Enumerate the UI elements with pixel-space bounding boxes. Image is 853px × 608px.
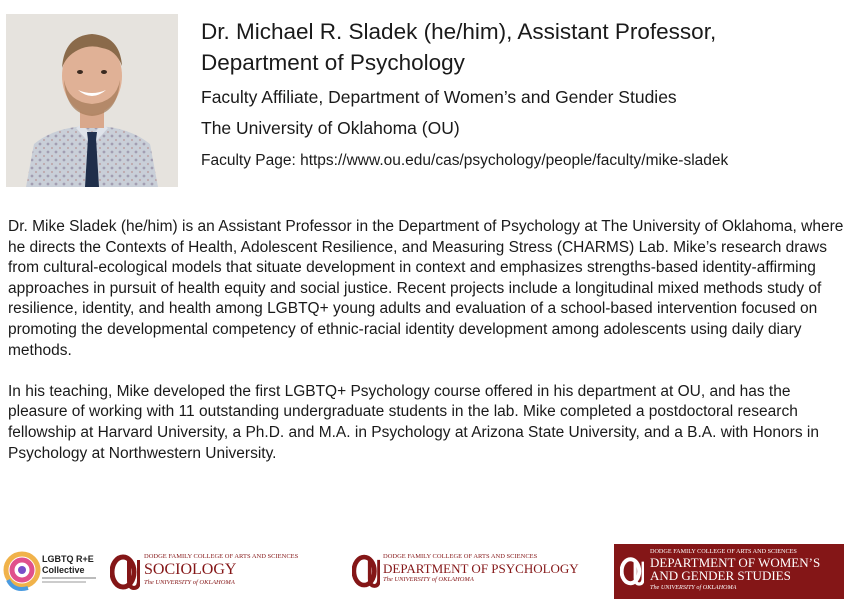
- profile-photo: [6, 14, 178, 187]
- wgs-college: DODGE FAMILY COLLEGE OF ARTS AND SCIENCES: [650, 548, 797, 555]
- psychology-college: DODGE FAMILY COLLEGE OF ARTS AND SCIENCES: [383, 553, 538, 560]
- ou-interlocking-icon: [620, 554, 644, 590]
- psychology-logo: [350, 540, 595, 602]
- faculty-affiliate: Faculty Affiliate, Department of Women’s and Gender Studies: [201, 87, 677, 107]
- wgs-dept-line1: DEPARTMENT OF WOMEN’S: [650, 555, 821, 570]
- psychology-univ: The UNIVERSITY of OKLAHOMA: [383, 576, 474, 583]
- faculty-page-link[interactable]: Faculty Page: https://www.ou.edu/cas/psychology/people/faculty/mike-sladek: [201, 152, 729, 169]
- biography: [8, 217, 848, 485]
- portrait-illustration: [6, 14, 178, 187]
- wgs-logo: [614, 544, 844, 599]
- lgbtq-collective-logo: [0, 540, 100, 602]
- bio-paragraph-1: Dr. Mike Sladek (he/him) is an Assistant Professor in the Department of Psychology at The University of Oklahoma, where he directs the Contexts of Health, Adolescent Resilience, and Measuring Stress (CHARMS) Lab. Mike’s research draws from cultural-ecological models that situate development in context and emphasizes strengths-based identity-affirming approaches in pursuit of health equity and social justice. Recent projects include a longitudinal mixed methods study of resilience, identity, and health among LGBTQ+ young adults and evaluation of a school-based intervention focused on promoting the developmental competency of ethnic-racial identity development among adolescents using daily diary methods.: [8, 218, 844, 359]
- collective-title: LGBTQ R+E: [42, 554, 94, 564]
- sociology-dept: SOCIOLOGY: [144, 561, 237, 578]
- ou-interlocking-icon: [110, 552, 140, 594]
- name-title-line1: Dr. Michael R. Sladek (he/him), Assistant Professor,: [201, 19, 717, 44]
- wgs-univ: The UNIVERSITY of OKLAHOMA: [650, 584, 737, 591]
- profile-header: [201, 16, 851, 172]
- logo-strip: [0, 540, 853, 602]
- wgs-dept-line2: AND GENDER STUDIES: [650, 568, 791, 583]
- psychology-dept: DEPARTMENT OF PSYCHOLOGY: [383, 561, 579, 576]
- collective-subtitle: Collective: [42, 565, 85, 575]
- ou-interlocking-icon: [352, 552, 380, 592]
- university-name: The University of Oklahoma (OU): [201, 118, 460, 138]
- name-title-line2: Department of Psychology: [201, 50, 465, 75]
- sociology-logo: [108, 540, 340, 602]
- sociology-univ: The UNIVERSITY of OKLAHOMA: [144, 579, 235, 586]
- sociology-college: DODGE FAMILY COLLEGE OF ARTS AND SCIENCES: [144, 553, 299, 560]
- bio-paragraph-2: In his teaching, Mike developed the first LGBTQ+ Psychology course offered in his department at OU, and has the pleasure of working with 11 outstanding undergraduate students in the lab. Mike completed a postdoctoral research fellowship at Harvard University, a Ph.D. and M.A. in Psychology at Arizona State University, and a B.A. with Honors in Psychology at Northwestern University.: [8, 382, 819, 462]
